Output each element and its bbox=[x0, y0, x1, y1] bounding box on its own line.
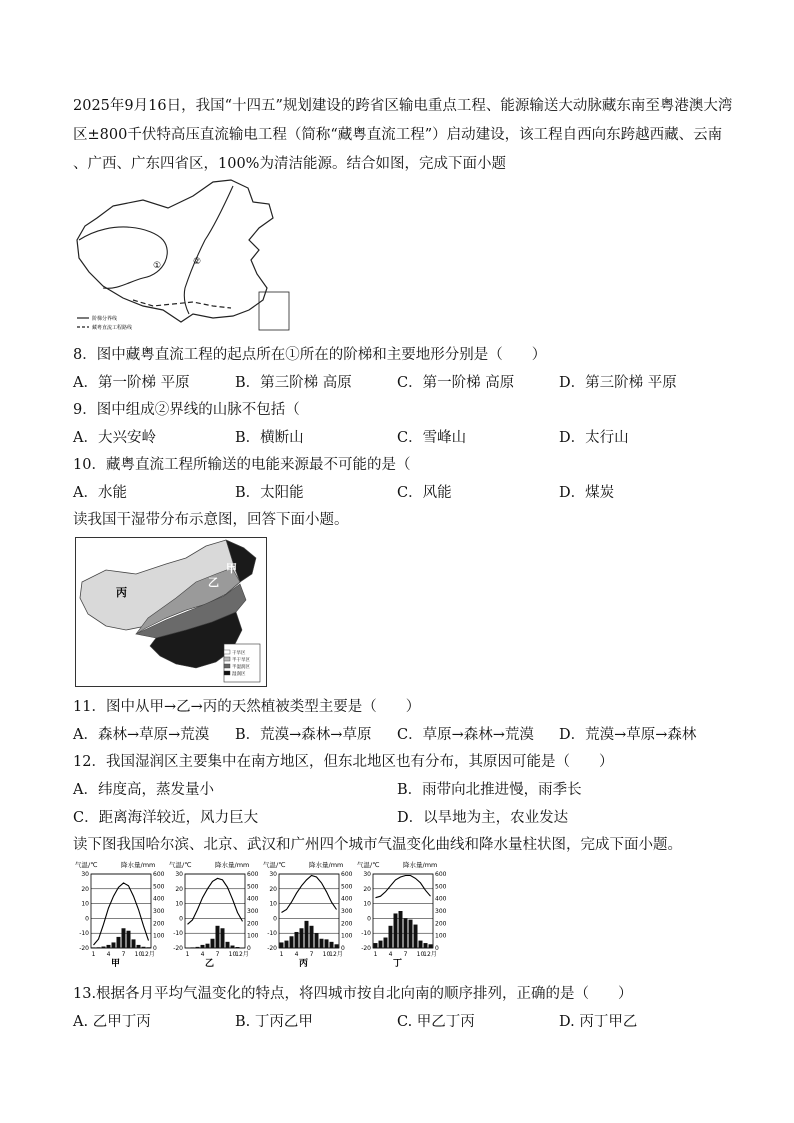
precip-bar bbox=[107, 945, 111, 948]
legend-label-2: 藏粤直流工程路线 bbox=[92, 325, 133, 331]
precip-bar bbox=[102, 947, 106, 948]
precip-bar bbox=[414, 925, 418, 948]
q13-option-c[interactable]: C. 甲乙丁丙 bbox=[397, 1014, 475, 1030]
china-terrain-steps-map bbox=[73, 178, 295, 336]
precip-bar bbox=[389, 926, 393, 948]
temp-tick-label: -20 bbox=[267, 945, 277, 952]
precip-bar bbox=[147, 947, 151, 948]
precip-bar bbox=[315, 933, 319, 948]
precip-bar bbox=[191, 947, 195, 948]
month-tick-label: 10 bbox=[134, 951, 143, 958]
q11-stem: 11．图中从甲→乙→丙的天然植被类型主要是（ ） bbox=[73, 699, 421, 715]
marker-2: ② bbox=[193, 257, 202, 267]
precip-bar bbox=[310, 926, 314, 948]
dry-wet-zone-map bbox=[75, 537, 267, 687]
q11-option-a[interactable]: A．森林→草原→荒漠 bbox=[73, 727, 210, 743]
q12-option-a[interactable]: A．纬度高，蒸发量小 bbox=[73, 782, 214, 798]
prec-tick-label: 100 bbox=[341, 932, 353, 940]
prec-tick-label: 300 bbox=[247, 908, 259, 915]
precip-bar bbox=[374, 943, 378, 948]
temp-axis-title: 气温/℃ bbox=[169, 861, 192, 869]
q12-stem: 12．我国湿润区主要集中在南方地区，但东北地区也有分布，其原因可能是（ ） bbox=[73, 754, 614, 770]
q8-option-d[interactable]: D．第三阶梯 平原 bbox=[559, 375, 677, 391]
precip-bar bbox=[216, 926, 220, 948]
month-tick-label: 4 bbox=[106, 951, 111, 958]
china-outline bbox=[77, 180, 273, 322]
temp-tick-label: -10 bbox=[267, 930, 277, 938]
temp-tick-label: 20 bbox=[81, 885, 89, 893]
svg-text:干旱区: 干旱区 bbox=[232, 651, 246, 656]
prec-tick-label: 300 bbox=[341, 908, 353, 915]
prec-tick-label: 100 bbox=[153, 932, 165, 940]
precip-bar bbox=[211, 939, 215, 948]
svg-text:半湿润区: 半湿润区 bbox=[232, 665, 250, 670]
month-tick-label: 10 bbox=[416, 951, 425, 958]
month-tick-label: 10 bbox=[322, 951, 331, 958]
precip-bar bbox=[236, 947, 240, 948]
prec-tick-label: 0 bbox=[435, 945, 439, 952]
precip-bar bbox=[384, 938, 388, 948]
intro-line-3: 、广西、广东四省区，100%为清洁能源。结合如图，完成下面小题 bbox=[73, 156, 506, 172]
month-tick-label: 7 bbox=[121, 951, 126, 958]
temp-tick-label: 0 bbox=[273, 915, 277, 923]
temp-axis-title: 气温/℃ bbox=[75, 861, 98, 869]
precip-bar bbox=[399, 911, 403, 948]
q8-option-c[interactable]: C．第一阶梯 高原 bbox=[397, 375, 515, 391]
precip-bar bbox=[201, 945, 205, 948]
q12-option-b[interactable]: B．雨带向北推进慢，雨季长 bbox=[397, 782, 582, 798]
q8-stem: 8．图中藏粤直流工程的起点所在①所在的阶梯和主要地形分别是（ ） bbox=[73, 347, 547, 363]
q10-option-a[interactable]: A．水能 bbox=[73, 485, 127, 501]
temp-tick-label: 30 bbox=[269, 871, 277, 878]
month-tick-label: 7 bbox=[403, 951, 408, 958]
legend-label-1: 阶梯分界线 bbox=[92, 316, 118, 322]
month-tick-label: 12月 bbox=[329, 951, 343, 958]
prec-tick-label: 300 bbox=[435, 908, 447, 915]
climate-charts bbox=[73, 858, 453, 976]
label-bing: 丙 bbox=[116, 586, 127, 599]
precip-bar bbox=[117, 937, 121, 948]
precip-bar bbox=[226, 942, 230, 948]
prec-tick-label: 500 bbox=[153, 883, 165, 891]
prec-tick-label: 500 bbox=[435, 883, 447, 891]
prec-tick-label: 500 bbox=[247, 883, 259, 891]
temp-tick-label: 30 bbox=[175, 871, 183, 878]
precip-bar bbox=[132, 939, 136, 948]
read-instruction-3: 读下图我国哈尔滨、北京、武汉和广州四个城市气温变化曲线和降水量柱状图，完成下面小题。 bbox=[73, 837, 682, 853]
prec-tick-label: 200 bbox=[153, 920, 165, 928]
temp-tick-label: -10 bbox=[361, 930, 371, 938]
month-tick-label: 1 bbox=[91, 951, 96, 958]
q9-option-c[interactable]: C．雪峰山 bbox=[397, 430, 467, 446]
precip-bar bbox=[335, 944, 339, 948]
prec-tick-label: 0 bbox=[153, 945, 157, 952]
prec-tick-label: 600 bbox=[435, 871, 447, 878]
q13-option-b[interactable]: B. 丁丙乙甲 bbox=[235, 1014, 313, 1030]
q13-option-a[interactable]: A. 乙甲丁丙 bbox=[73, 1014, 151, 1030]
precip-bar bbox=[320, 939, 324, 948]
precip-bar bbox=[285, 941, 289, 948]
q9-stem: 9．图中组成②界线的山脉不包括（ bbox=[73, 402, 300, 418]
q10-option-d[interactable]: D．煤炭 bbox=[559, 485, 615, 501]
precip-bar bbox=[305, 921, 309, 948]
prec-tick-label: 0 bbox=[341, 945, 345, 952]
temp-tick-label: 30 bbox=[363, 871, 371, 878]
q9-option-b[interactable]: B．横断山 bbox=[235, 430, 304, 446]
label-jia: 甲 bbox=[226, 562, 237, 575]
temp-tick-label: 20 bbox=[175, 885, 183, 893]
svg-text:湿润区: 湿润区 bbox=[232, 672, 246, 677]
precip-bar bbox=[196, 947, 200, 948]
month-tick-label: 4 bbox=[388, 951, 393, 958]
intro-line-2: 区±800千伏特高压直流输电工程（简称“藏粤直流工程”）启动建设，该工程自西向东跨越西藏、云南 bbox=[73, 127, 723, 143]
temp-tick-label: 10 bbox=[363, 900, 371, 908]
precip-bar bbox=[206, 944, 210, 948]
precip-bar bbox=[295, 932, 299, 948]
temp-tick-label: -20 bbox=[361, 945, 371, 952]
q8-option-a[interactable]: A．第一阶梯 平原 bbox=[73, 375, 190, 391]
precip-bar bbox=[112, 942, 116, 948]
precip-bar bbox=[379, 941, 383, 948]
month-tick-label: 1 bbox=[279, 951, 284, 958]
q9-option-a[interactable]: A．大兴安岭 bbox=[73, 430, 156, 446]
prec-tick-label: 200 bbox=[247, 920, 259, 928]
temp-tick-label: -10 bbox=[79, 930, 89, 938]
month-tick-label: 12月 bbox=[235, 951, 249, 958]
prec-tick-label: 400 bbox=[153, 895, 165, 903]
prec-tick-label: 300 bbox=[153, 908, 165, 915]
temp-tick-label: 0 bbox=[367, 915, 371, 923]
plot-frame bbox=[279, 874, 339, 948]
temp-tick-label: -20 bbox=[79, 945, 89, 952]
temp-tick-label: 0 bbox=[179, 915, 183, 923]
q10-stem: 10．藏粤直流工程所输送的电能来源最不可能的是（ bbox=[73, 457, 411, 473]
precip-bar bbox=[325, 939, 329, 948]
temp-axis-title: 气温/℃ bbox=[263, 861, 286, 869]
prec-tick-label: 400 bbox=[247, 895, 259, 903]
prec-tick-label: 600 bbox=[153, 871, 165, 878]
label-yi: 乙 bbox=[208, 576, 219, 589]
prec-tick-label: 400 bbox=[435, 895, 447, 903]
month-tick-label: 7 bbox=[215, 951, 220, 958]
month-tick-label: 12月 bbox=[141, 951, 155, 958]
precip-bar bbox=[429, 944, 433, 948]
temp-curve bbox=[94, 883, 149, 945]
precip-bar bbox=[280, 942, 284, 948]
prec-tick-label: 600 bbox=[341, 871, 353, 878]
precip-bar bbox=[290, 936, 294, 948]
prec-tick-label: 400 bbox=[341, 895, 353, 903]
temp-tick-label: 20 bbox=[363, 885, 371, 893]
prec-tick-label: 200 bbox=[341, 920, 353, 928]
temp-tick-label: 10 bbox=[175, 900, 183, 908]
precip-bar bbox=[127, 931, 131, 948]
plot-frame bbox=[185, 874, 245, 948]
prec-tick-label: 500 bbox=[341, 883, 353, 891]
month-tick-label: 10 bbox=[228, 951, 237, 958]
temp-tick-label: 10 bbox=[81, 900, 89, 908]
chart-label: 丙 bbox=[299, 959, 309, 969]
step-boundary-1 bbox=[79, 227, 167, 288]
month-tick-label: 1 bbox=[185, 951, 190, 958]
q10-option-b[interactable]: B．太阳能 bbox=[235, 485, 304, 501]
temp-tick-label: 0 bbox=[85, 915, 89, 923]
temp-tick-label: -20 bbox=[173, 945, 183, 952]
read-instruction-2: 读我国干湿带分布示意图，回答下面小题。 bbox=[73, 512, 349, 528]
precip-bar bbox=[221, 928, 225, 948]
prec-tick-label: 100 bbox=[435, 932, 447, 940]
precip-bar bbox=[394, 913, 398, 948]
precip-bar bbox=[231, 946, 235, 948]
temp-curve bbox=[376, 876, 431, 898]
precip-bar bbox=[409, 920, 413, 948]
month-tick-label: 12月 bbox=[423, 951, 437, 958]
prec-axis-title: 降水量/mm bbox=[121, 861, 156, 869]
q8-option-b[interactable]: B．第三阶梯 高原 bbox=[235, 375, 352, 391]
q11-option-c[interactable]: C．草原→森林→荒漠 bbox=[397, 727, 534, 743]
prec-axis-title: 降水量/mm bbox=[215, 861, 250, 869]
step-boundary-2 bbox=[184, 186, 233, 314]
q13-stem: 13.根据各月平均气温变化的特点，将四城市按自北向南的顺序排列，正确的是（ ） bbox=[73, 986, 633, 1002]
q13-option-d[interactable]: D. 丙丁甲乙 bbox=[559, 1014, 638, 1030]
temp-curve bbox=[282, 876, 337, 913]
prec-tick-label: 0 bbox=[247, 945, 251, 952]
marker-1: ① bbox=[153, 261, 162, 271]
precip-bar bbox=[330, 942, 334, 948]
chart-label: 丁 bbox=[393, 959, 403, 969]
precip-bar bbox=[137, 945, 141, 948]
plot-frame bbox=[373, 874, 433, 948]
climate-charts-svg bbox=[73, 858, 453, 976]
month-tick-label: 1 bbox=[373, 951, 378, 958]
precip-bar bbox=[97, 947, 101, 948]
chart-label: 甲 bbox=[111, 959, 121, 969]
temp-curve bbox=[188, 878, 243, 924]
precip-bar bbox=[122, 928, 126, 948]
q12-option-c[interactable]: C．距离海洋较近，风力巨大 bbox=[73, 810, 259, 826]
month-tick-label: 4 bbox=[200, 951, 205, 958]
precip-bar bbox=[92, 947, 96, 948]
precip-bar bbox=[404, 918, 408, 948]
prec-tick-label: 100 bbox=[247, 932, 259, 940]
q11-option-b[interactable]: B．荒漠→森林→草原 bbox=[235, 727, 372, 743]
month-tick-label: 7 bbox=[309, 951, 314, 958]
svg-text:半干旱区: 半干旱区 bbox=[232, 658, 250, 663]
prec-tick-label: 600 bbox=[247, 871, 259, 878]
temp-tick-label: 10 bbox=[269, 900, 277, 908]
prec-axis-title: 降水量/mm bbox=[403, 861, 438, 869]
precip-bar bbox=[142, 947, 146, 948]
q9-option-d[interactable]: D．太行山 bbox=[559, 430, 629, 446]
q12-option-d[interactable]: D．以旱地为主，农业发达 bbox=[397, 810, 569, 826]
intro-line-1: 2025年9月16日，我国“十四五”规划建设的跨省区输电重点工程、能源输送大动脉藏东南至粤港澳大湾 bbox=[73, 98, 733, 114]
q10-option-c[interactable]: C．风能 bbox=[397, 485, 452, 501]
prec-tick-label: 200 bbox=[435, 920, 447, 928]
chart-label: 乙 bbox=[205, 959, 215, 969]
precip-bar bbox=[419, 941, 423, 948]
temp-tick-label: 30 bbox=[81, 871, 89, 878]
temp-axis-title: 气温/℃ bbox=[357, 861, 380, 869]
prec-axis-title: 降水量/mm bbox=[309, 861, 344, 869]
precip-bar bbox=[300, 928, 304, 948]
precip-bar bbox=[424, 943, 428, 948]
month-tick-label: 4 bbox=[294, 951, 299, 958]
q11-option-d[interactable]: D．荒漠→草原→森林 bbox=[559, 727, 697, 743]
temp-tick-label: -10 bbox=[173, 930, 183, 938]
temp-tick-label: 20 bbox=[269, 885, 277, 893]
